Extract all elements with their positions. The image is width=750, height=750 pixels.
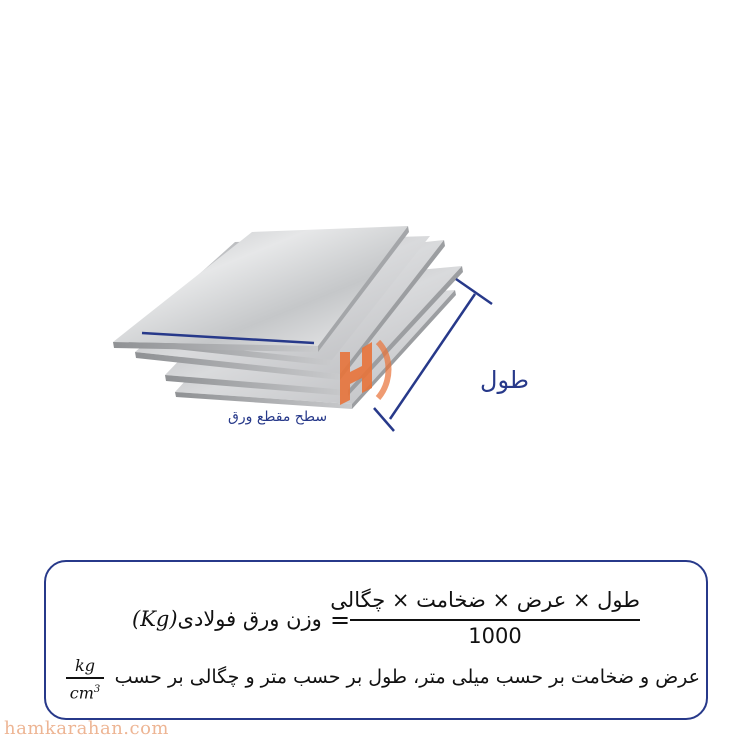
- formula-numerator: طول × عرض × ضخامت × چگالی: [330, 588, 640, 612]
- formula-lhs-text: وزن ورق فولادی: [177, 607, 322, 631]
- density-unit-denominator: [64, 680, 106, 703]
- density-unit-bar: [66, 677, 104, 679]
- formula-note: عرض و ضخامت بر حسب میلی متر، طول بر حسب متر و چگالی بر حسب: [114, 666, 700, 688]
- formula-fraction-bar: [350, 619, 640, 621]
- formula-lhs-unit: (Kg): [132, 607, 178, 631]
- formula-equals: =: [330, 606, 351, 634]
- density-unit: [64, 656, 106, 703]
- formula-denominator: 1000: [468, 624, 522, 648]
- density-unit-base: cm: [69, 682, 94, 702]
- formula-lhs: [132, 607, 322, 631]
- density-unit-exponent: 3: [93, 683, 101, 695]
- site-watermark: hamkarahan.com: [4, 718, 169, 739]
- length-label: طول: [480, 366, 529, 394]
- density-unit-numerator: kg: [75, 656, 95, 675]
- cross-section-label: سطح مقطع ورق: [228, 409, 328, 425]
